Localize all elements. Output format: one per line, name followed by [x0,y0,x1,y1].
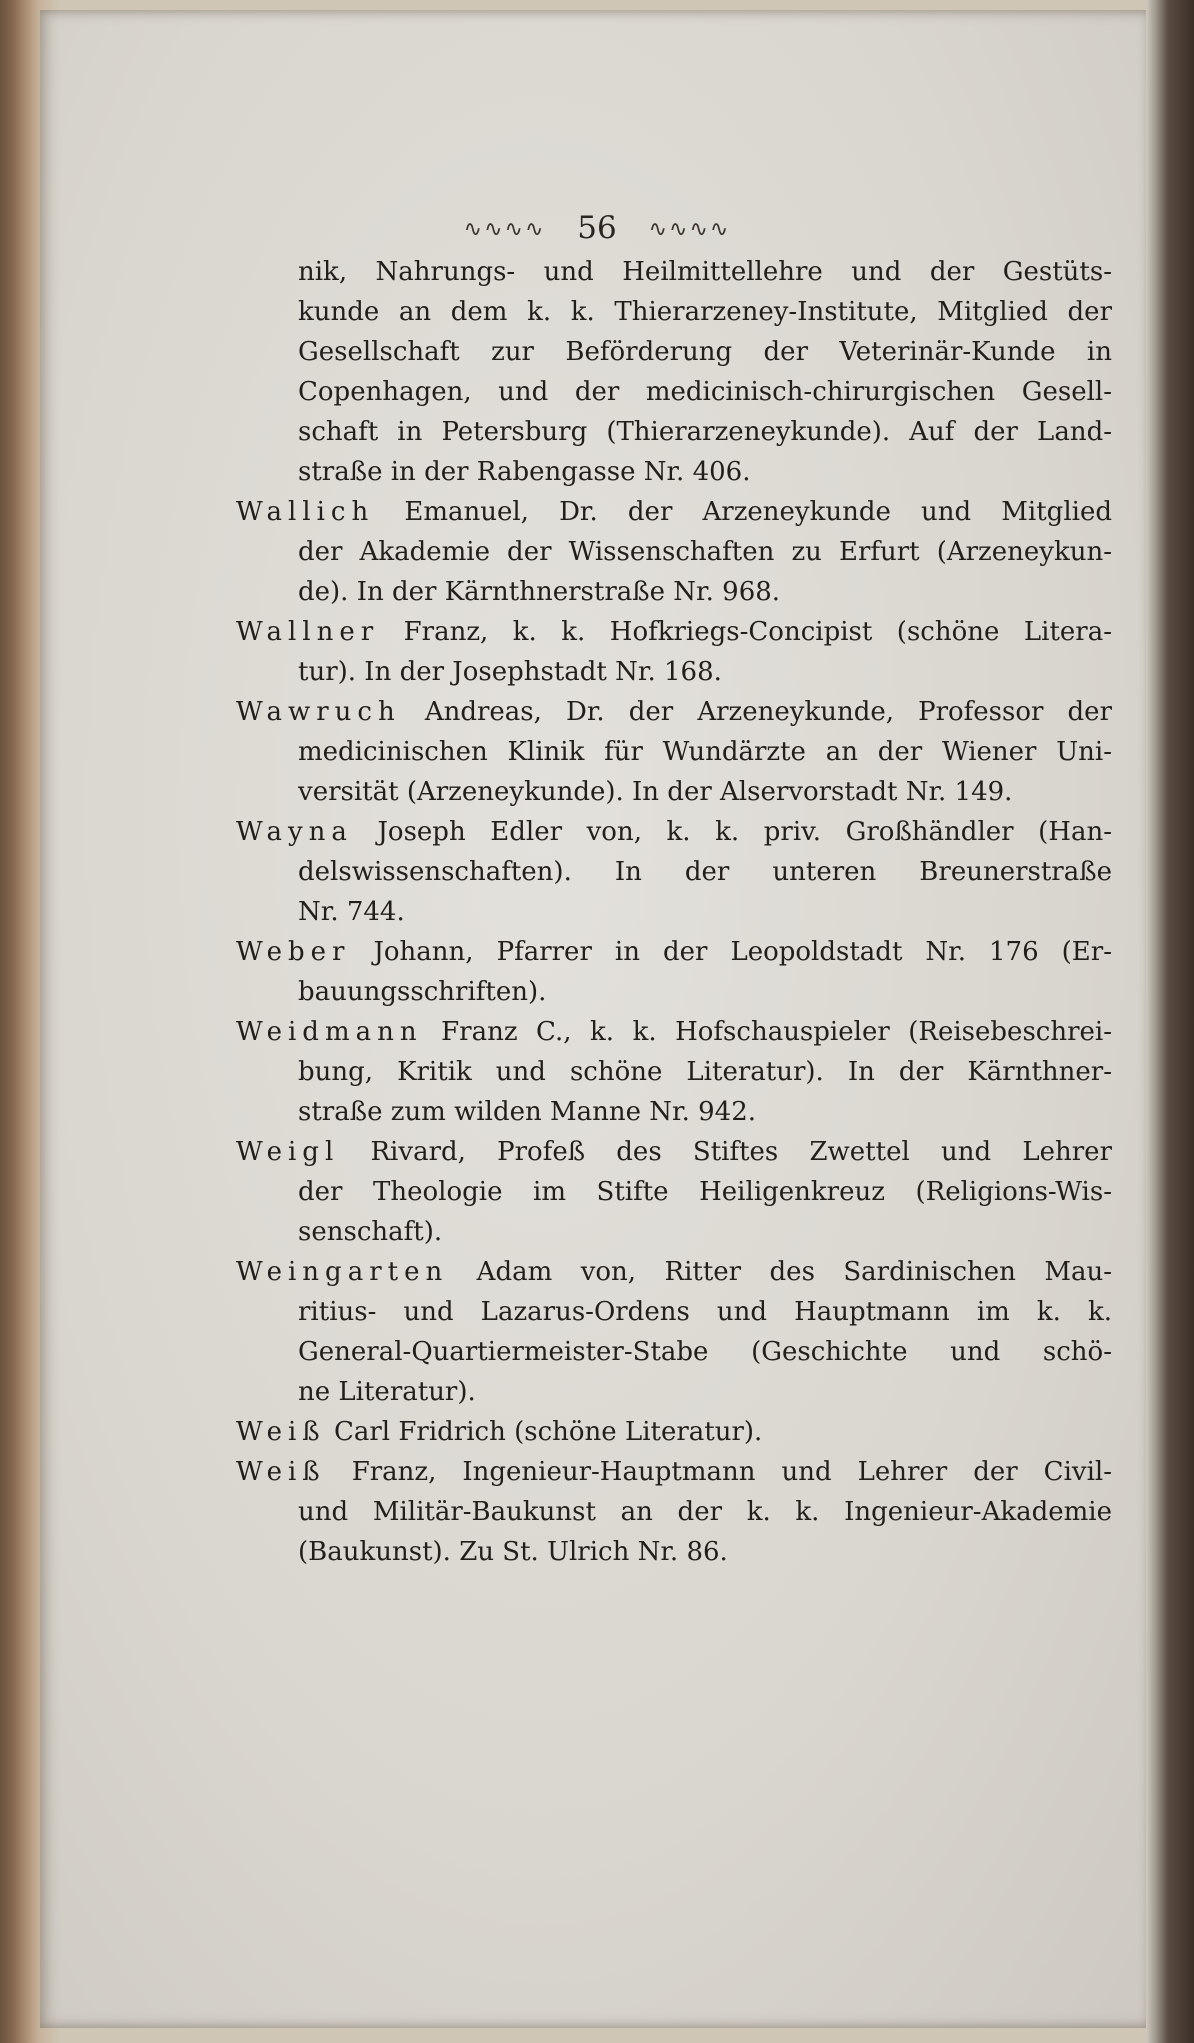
text-line: der Akademie der Wissenschaften zu Erfurt (Arzeneykun- [298,537,1112,567]
continued-entry [298,252,1112,492]
directory-text [236,252,1112,1572]
entry-first-line [236,1452,1112,1492]
book-binding-edge [1146,0,1194,2043]
text-line: nik, Nahrungs- und Heilmittellehre und der Gestüts- [298,257,1112,287]
entry-text: Adam von, Ritter des Sardinischen Mau- [476,1257,1112,1287]
entry-first-line [236,932,1112,972]
entry-first-line [236,492,1112,532]
ornament-right: ∿∿∿∿ [648,217,731,242]
ornament-left: ∿∿∿∿ [463,217,546,242]
entry-weingarten [236,1252,1112,1412]
entry-text: Franz, Ingenieur-Hauptmann und Lehrer der Civil- [351,1457,1112,1487]
entry-first-line [236,1412,1112,1452]
entry-weiss-carl [236,1412,1112,1452]
entry-surname: Weidmann [236,1017,423,1047]
entry-text: Johann, Pfarrer in der Leopoldstadt Nr. 176 (Er- [373,937,1112,967]
entry-surname: Weingarten [236,1257,449,1287]
entry-surname: Wawruch [236,697,401,727]
text-line: de). In der Kärnthnerstraße Nr. 968. [298,577,781,607]
entry-text: Joseph Edler von, k. k. priv. Großhändler (Han- [377,817,1112,847]
text-line: bauungsschriften). [298,977,547,1007]
entry-first-line [236,812,1112,852]
text-line: tur). In der Josephstadt Nr. 168. [298,657,722,687]
entry-text: Franz C., k. k. Hofschauspieler (Reisebeschrei- [441,1017,1112,1047]
text-line: ne Literatur). [298,1377,476,1407]
text-line: General-Quartiermeister-Stabe (Geschichte und schö- [298,1337,1112,1367]
text-line: senschaft). [298,1217,443,1247]
entry-first-line [236,612,1112,652]
text-line: schaft in Petersburg (Thierarzeneykunde). Auf der Land- [298,417,1112,447]
text-line: Gesellschaft zur Beförderung der Veterinär-Kunde in [298,337,1112,367]
page-header [0,210,1194,246]
entry-wayna [236,812,1112,932]
entry-text: Emanuel, Dr. der Arzeneykunde und Mitglied [404,497,1112,527]
page-number: 56 [577,210,617,246]
entry-text: Franz, k. k. Hofkriegs-Concipist (schöne Litera- [403,617,1112,647]
entry-weigl [236,1132,1112,1252]
entry-surname: Weigl [236,1137,340,1167]
entry-weiss-franz [236,1452,1112,1572]
entry-wallner [236,612,1112,692]
entry-surname: Weiß [236,1417,326,1447]
text-line: Copenhagen, und der medicinisch-chirurgischen Gesell- [298,377,1112,407]
text-line: kunde an dem k. k. Thierarzeney-Institute, Mitglied der [298,297,1112,327]
entry-wawruch [236,692,1112,812]
entry-first-line [236,1012,1112,1052]
text-line: der Theologie im Stifte Heiligenkreuz (Religions-Wis- [298,1177,1112,1207]
entry-surname: Wayna [236,817,353,847]
entry-surname: Weiß [236,1457,326,1487]
text-line: straße zum wilden Manne Nr. 942. [298,1097,757,1127]
entry-surname: Wallich [236,497,375,527]
entry-weber [236,932,1112,1012]
entry-surname: Weber [236,937,351,967]
text-line: und Militär-Baukunst an der k. k. Ingenieur-Akademie [298,1497,1112,1527]
entry-first-line [236,1132,1112,1172]
text-line: straße in der Rabengasse Nr. 406. [298,457,751,487]
text-line: versität (Arzeneykunde). In der Alservorstadt Nr. 149. [298,777,1013,807]
entry-first-line [236,1252,1112,1292]
text-line: Nr. 744. [298,897,405,927]
text-line: delswissenschaften). In der unteren Breunerstraße [298,857,1112,887]
entry-text: Rivard, Profeß des Stiftes Zwettel und Lehrer [370,1137,1112,1167]
text-line: bung, Kritik und schöne Literatur). In der Kärnthner- [298,1057,1112,1087]
entry-first-line [236,692,1112,732]
entry-wallich [236,492,1112,612]
entry-text: Carl Fridrich (schöne Literatur). [333,1417,763,1447]
entry-surname: Wallner [236,617,380,647]
text-line: medicinischen Klinik für Wundärzte an der Wiener Uni- [298,737,1112,767]
entry-text: Andreas, Dr. der Arzeneykunde, Professor der [424,697,1112,727]
entry-weidmann [236,1012,1112,1132]
text-line: (Baukunst). Zu St. Ulrich Nr. 86. [298,1537,728,1567]
text-line: ritius- und Lazarus-Ordens und Hauptmann im k. k. [298,1297,1112,1327]
